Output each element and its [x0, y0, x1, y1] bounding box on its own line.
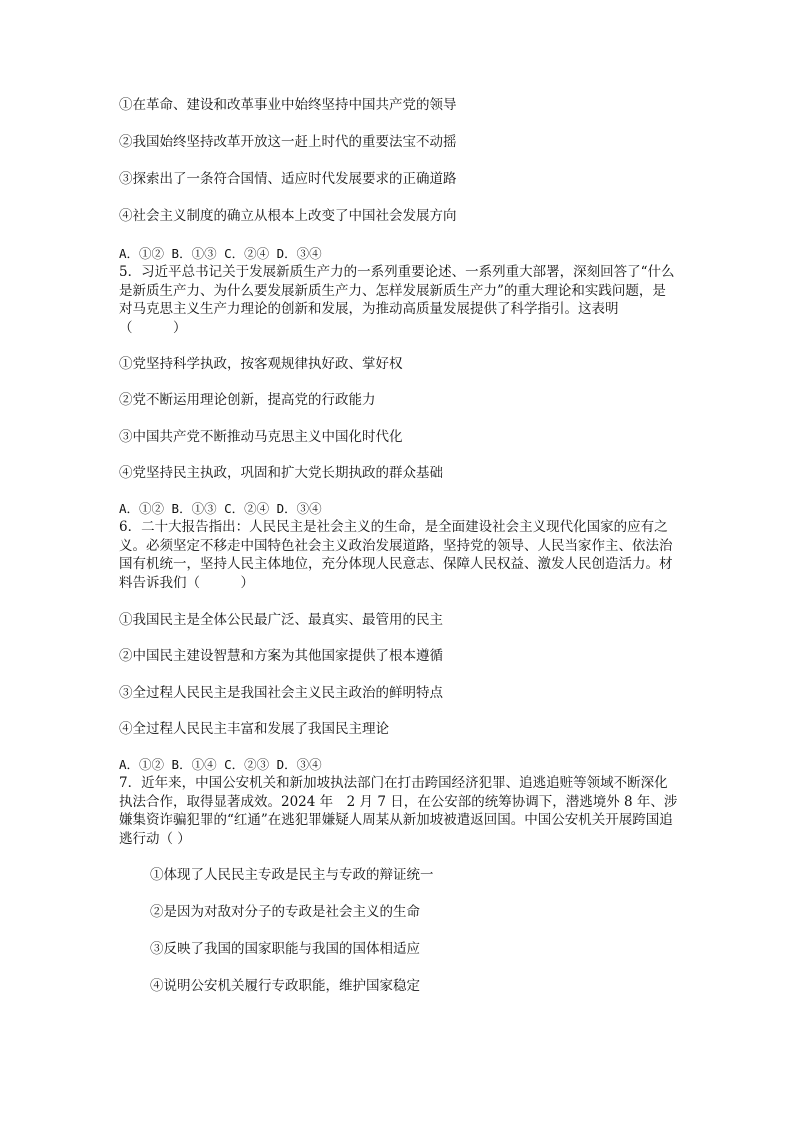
- q7-option-2: ②是因为对敌对分子的专政是社会主义的生命: [150, 904, 420, 920]
- q6-option-2: ②中国民主建设智慧和方案为其他国家提供了根本遵循: [119, 648, 443, 664]
- q4-option-3: ③探索出了一条符合国情、适应时代发展要求的正确道路: [119, 171, 457, 187]
- q5-option-4: ④党坚持民主执政，巩固和扩大党长期执政的群众基础: [119, 465, 443, 481]
- q5-option-1: ①党坚持科学执政，按客观规律执好政、掌好权: [119, 356, 403, 372]
- q5-stem: 5．习近平总书记关于发展新质生产力的一系列重要论述、一系列重大部署，深刻回答了“什么是新质生产力、为什么要发展新质生产力、怎样发展新质生产力”的重大理论和实践问题，是对马克思主义生产力理论的创新和发展，为推动高质量发展提供了科学指引。这表明（ ）: [119, 264, 675, 336]
- q5-option-3: ③中国共产党不断推动马克思主义中国化时代化: [119, 429, 403, 445]
- q7-option-4: ④说明公安机关履行专政职能，维护国家稳定: [150, 978, 420, 994]
- q5-option-2: ②党不断运用理论创新，提高党的行政能力: [119, 392, 376, 408]
- q5-answer-choices: A．①② B．①③ C．②④ D．③④: [119, 501, 322, 516]
- q4-option-1: ①在革命、建设和改革事业中始终坚持中国共产党的领导: [119, 97, 457, 113]
- q7-option-1: ①体现了人民民主专政是民主与专政的辩证统一: [150, 867, 434, 883]
- q4-option-4: ④社会主义制度的确立从根本上改变了中国社会发展方向: [119, 208, 457, 224]
- q6-answer-choices: A．①② B．①④ C．②③ D．③④: [119, 757, 322, 772]
- q7-option-3: ③反映了我国的国家职能与我国的国体相适应: [150, 941, 420, 957]
- q6-option-1: ①我国民主是全体公民最广泛、最真实、最管用的民主: [119, 612, 443, 628]
- q6-option-3: ③全过程人民民主是我国社会主义民主政治的鲜明特点: [119, 685, 443, 701]
- q7-stem: 7．近年来，中国公安机关和新加坡执法部门在打击跨国经济犯罪、追逃追赃等领域不断深化执法合作，取得显著成效。2024 年 2 月 7 日，在公安部的统筹协调下，潜逃境外 8 年、涉嫌集资诈骗犯罪的“红通”在逃犯罪嫌疑人周某从新加坡被遣返回国。中国公安机关开展跨国追逃行动（ ）: [119, 775, 678, 847]
- q4-answer-choices: A．①② B．①③ C．②④ D．③④: [119, 246, 322, 261]
- q6-option-4: ④全过程人民民主丰富和发展了我国民主理论: [119, 721, 389, 737]
- q4-option-2: ②我国始终坚持改革开放这一赶上时代的重要法宝不动摇: [119, 134, 457, 150]
- q6-stem: 6．二十大报告指出：人民民主是社会主义的生命，是全面建设社会主义现代化国家的应有之义。必须坚定不移走中国特色社会主义政治发展道路，坚持党的领导、人民当家作主、依法治国有机统一，坚持人民主体地位，充分体现人民意志、保障人民权益、激发人民创造活力。材料告诉我们（ ）: [119, 519, 673, 591]
